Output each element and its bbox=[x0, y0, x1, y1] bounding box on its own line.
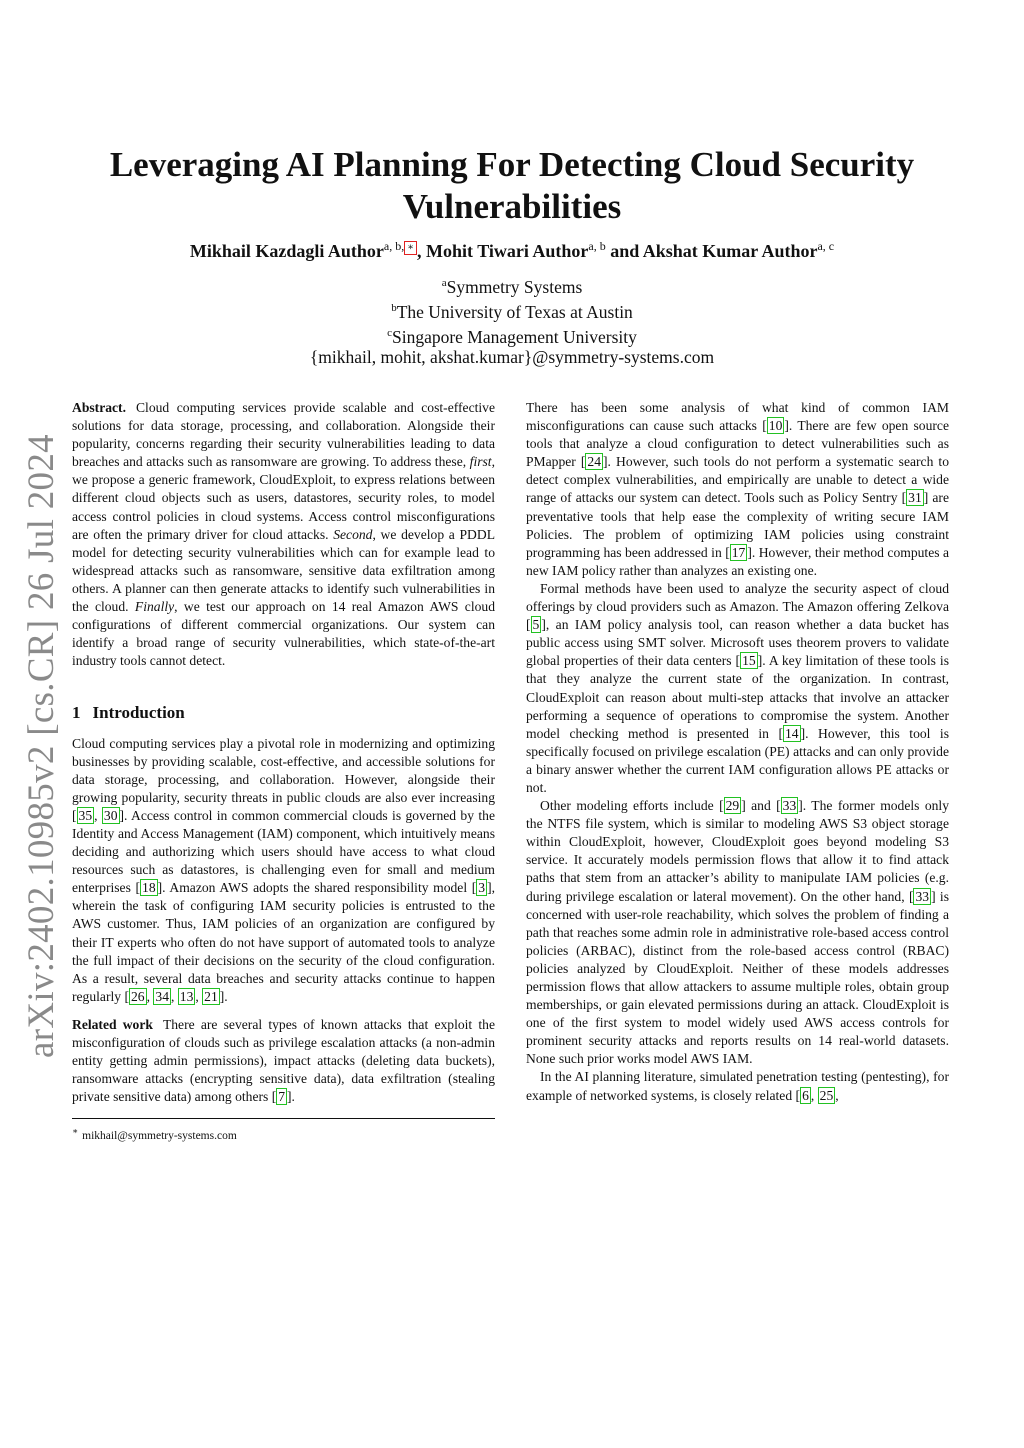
intro-paragraph: Cloud computing services play a pivotal role in modernizing and optimizing businesses by providing scalable, cost-effective, and accessible solutions for data storage, processing, and collaboration. However, alongside their growing popularity, security threats in public clouds are also ever increasing [ 35 , 30 ]. Access control in common commercial clouds is governed by the Identity and Access Management (IAM) component, which intuitively means deciding and authorizing which users should have access to what cloud resources such as datastores, is challenging even for small and medium enterprises [ 18 ]. Amazon AWS adopts the shared responsibility model [ 3 ], wherein the task of configuring IAM security policies is entrusted to the AWS customer. Thus, IAM policies of an organization are configured by their IT experts who often do not have support of automated tools to analyze the full impact of their decisions on the security of the cloud configuration. As a result, several data breaches and security attacks continue to happen regularly [ 26 , 34 , 13 , 21 ]. bbox=[72, 735, 496, 1004]
citation-link[interactable]: 33 bbox=[782, 798, 797, 814]
citation-link[interactable]: 17 bbox=[731, 544, 746, 560]
citation-link[interactable]: 31 bbox=[908, 490, 922, 506]
footnote-divider bbox=[72, 1118, 495, 1119]
author-separator: and bbox=[605, 241, 643, 261]
citation-link[interactable]: 29 bbox=[725, 798, 740, 814]
affiliation-line: $^b$The University of Texas at Austin bbox=[391, 301, 633, 322]
affiliations bbox=[40, 273, 984, 368]
citation-link[interactable]: 3 bbox=[478, 880, 486, 896]
affiliation-line: $^a$Symmetry Systems bbox=[441, 276, 583, 297]
related-work-paragraph: Related work There are several types of known attacks that exploit the misconfiguration of clouds such as privilege escalation attacks (a non-admin entity getting admin permissions), impact attacks (deleting data buckets), ransomware attacks (encrypting sensitive data), data exfiltration (stealing private sensitive data) among others [ 7 ]. bbox=[72, 1016, 495, 1105]
author-affil-sup: a, c bbox=[817, 239, 835, 253]
footnote-link[interactable]: ∗ bbox=[404, 241, 417, 255]
citation-link[interactable]: 25 bbox=[819, 1087, 834, 1103]
abstract: Abstract. Cloud computing services provide scalable and cost-effective solutions for data storage, processing, and collaboration. Alongside their popularity, concerns regarding their security vulnerabilities leading to data breaches and attacks such as ransomware are growing. To address these, first, we propose a generic framework, CloudExploit, to express relations between different cloud objects such as users, datastores, security roles, to model access control policies in cloud systems. Access control misconfigurations are often the primary driver for cloud attacks. Second, we develop a PDDL model for detecting security vulnerabilities which can for example lead to widespread attacks such as ransomware, sensitive data exfiltration among others. A planner can then generate attacks to identify such vulnerabilities in the cloud. Finally, we test our approach on 14 real Amazon AWS cloud configurations of different commercial organizations. Our system can identify a broad range of security vulnerabilities, which state-of-the-art industry tools cannot detect. bbox=[72, 400, 495, 669]
related-work-label: Related work bbox=[72, 1016, 153, 1032]
citation-link[interactable]: 14 bbox=[785, 725, 799, 741]
right-column bbox=[526, 399, 949, 1105]
citation-link[interactable]: 30 bbox=[103, 807, 118, 823]
author-name: Mikhail Kazdagli Author bbox=[189, 241, 384, 261]
affiliation-line: $^c$Singapore Management University bbox=[387, 326, 637, 347]
arxiv-identifier-stamp: arXiv:2402.10985v2 [cs.CR] 26 Jul 2024 bbox=[21, 434, 62, 1058]
body-paragraph: Other modeling efforts include [ 29 ] and [ 33 ]. The former models only the NTFS file system, which is similar to modeling AWS S3 object storage within CloudExploit, however, CloudExploit goes beyond modeling S3 service. It accurately models permission flows that allow it to find attack paths that stem from an attacker’s ability to manipulate IAM policies (e.g. during privilege escalation or lateral movement). On the other hand, [ 33 ] is concerned with user-role reachability, which solves the problem of finding a path that reaches some admin role in administrative role-based access control policies (ARBAC), distinct from the role-based access control (RBAC) policies analyzed by CloudExploit. Neither of these models addresses permission flows that allow attackers to assume multiple roles, obtain group memberships, or gain elevated permissions during an attack. CloudExploit is one of the first system to model widely used AWS access controls for prominent security attacks and reports results on 14 real-world datasets. None such prior works model AWS IAM. bbox=[526, 798, 950, 1067]
author-affil-sup: a, b bbox=[588, 239, 606, 253]
paper-title: Leveraging AI Planning For Detecting Cloud Security Vulnerabilities bbox=[109, 145, 915, 226]
section-heading-introduction: 1 Introduction bbox=[72, 703, 185, 723]
citation-link[interactable]: 18 bbox=[142, 880, 156, 896]
author-list bbox=[40, 233, 984, 264]
abstract-label: Abstract. bbox=[72, 400, 126, 415]
author-separator: , bbox=[417, 241, 427, 261]
citation-link[interactable]: 6 bbox=[802, 1087, 809, 1103]
citation-link[interactable]: 21 bbox=[204, 988, 218, 1004]
email-line: {mikhail, mohit, akshat.kumar}@symmetry-systems.com bbox=[309, 347, 715, 368]
citation-link[interactable]: 33 bbox=[915, 888, 930, 904]
author-name: Mohit Tiwari Author bbox=[426, 241, 589, 261]
body-paragraph: Formal methods have been used to analyze the security aspect of cloud offerings by cloud providers such as Amazon. The Amazon offering Zelkova [ 5 ], an IAM policy analysis tool, can reason whether a data bucket has public access using SMT solver. Microsoft uses theorem provers to validate global properties of their data centers [ 15 ]. A key limitation of these tools is that they analyze the current state of the organization. In contrast, CloudExploit can reason about multi-step attacks that involve an attacker performing a sequence of operations to compromise the system. Another model checking method is presented in [ 14 ]. However, this tool is specifically focused on privilege escalation (PE) attacks and can only provide a binary answer whether the current IAM configuration allows PE attacks or not. bbox=[526, 580, 950, 795]
citation-link[interactable]: 7 bbox=[278, 1089, 286, 1105]
citation-link[interactable]: 10 bbox=[768, 418, 783, 434]
citation-link[interactable]: 34 bbox=[155, 988, 169, 1004]
author-name: Akshat Kumar Author bbox=[642, 241, 818, 261]
footnote: ∗ mikhail@symmetry-systems.com bbox=[72, 1126, 237, 1143]
citation-link[interactable]: 13 bbox=[179, 988, 194, 1004]
citation-link[interactable]: 26 bbox=[131, 988, 145, 1004]
body-paragraph: In the AI planning literature, simulated penetration testing (pentesting), for example of networked systems, is closely related [ 6 , 25 , bbox=[526, 1069, 949, 1103]
left-column bbox=[72, 399, 495, 1144]
citation-link[interactable]: 15 bbox=[742, 653, 756, 669]
body-paragraph: There has been some analysis of what kind of common IAM misconfigurations can cause such attacks [ 10 ]. There are few open source tools that analyze a cloud configuration to detect vulnerabilities such as PMapper [ 24 ]. However, such tools do not perform a systematic search to detect complex vulnerabilities, and empirically are unable to detect a wide range of attacks our system can detect. Tools such as Policy Sentry [ 31 ] are preventative tools that help ease the complexity of writing secure IAM Policies. The problem of optimizing IAM policies using constraint programming has been addressed in [ 17 ]. However, their method computes a new IAM policy rather than analyzes an existing one. bbox=[526, 400, 949, 578]
citation-link[interactable]: 24 bbox=[587, 454, 602, 470]
citation-link[interactable]: 5 bbox=[532, 617, 540, 633]
author-affil-sup: a, b, bbox=[383, 239, 405, 253]
citation-link[interactable]: 35 bbox=[78, 807, 93, 823]
